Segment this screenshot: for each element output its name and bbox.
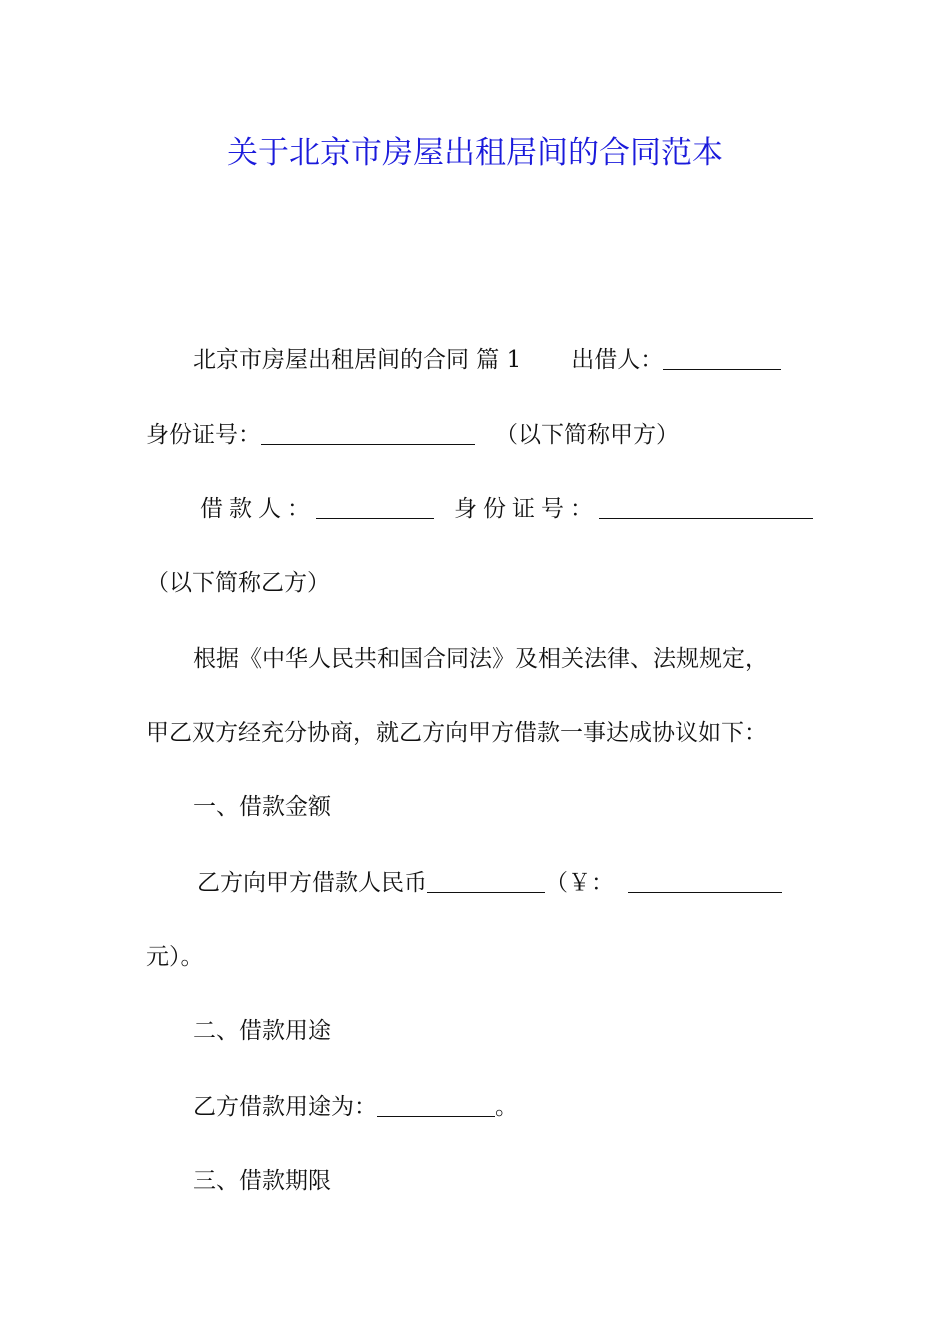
period-mark: 。	[495, 1094, 518, 1120]
paragraph-line	[146, 716, 767, 750]
lender-label: 出借人：	[571, 347, 664, 373]
borrower-label: 借款人：	[200, 496, 316, 522]
loan-amount-text: 乙方向甲方借款人民币	[197, 870, 427, 896]
agreement-text: 甲乙双方经充分协商，就乙方向甲方借款一事达成协议如下：	[146, 720, 767, 746]
loan-purpose-blank	[377, 1094, 495, 1117]
section-3-title: 三、借款期限	[193, 1168, 331, 1194]
section-heading	[193, 790, 331, 824]
paragraph-line	[146, 418, 679, 452]
section-heading	[193, 1164, 331, 1198]
lender-id-label: 身份证号：	[146, 422, 261, 448]
paragraph-line	[146, 566, 330, 600]
legal-basis-text: 根据《中华人民共和国合同法》及相关法律、法规规定，	[193, 646, 768, 672]
paragraph-line	[193, 343, 781, 377]
borrower-id-blank	[599, 496, 813, 519]
contract-heading: 北京市房屋出租居间的合同 篇 1	[193, 347, 522, 373]
party-b-note: （以下简称乙方）	[146, 570, 330, 596]
borrower-blank	[316, 496, 434, 519]
borrower-id-label: 身份证号：	[454, 496, 599, 522]
yuan-suffix: 元）。	[146, 944, 204, 970]
paragraph-line	[197, 866, 782, 900]
paragraph-line	[193, 642, 768, 676]
loan-amount-blank	[427, 870, 545, 893]
lender-id-blank	[261, 422, 475, 445]
party-a-note: （以下简称甲方）	[495, 422, 679, 448]
section-1-title: 一、借款金额	[193, 794, 331, 820]
paragraph-line	[193, 1090, 518, 1124]
section-2-title: 二、借款用途	[193, 1018, 331, 1044]
loan-purpose-label: 乙方借款用途为：	[193, 1094, 377, 1120]
paragraph-line	[146, 940, 204, 974]
yuan-symbol-label: （￥：	[545, 870, 614, 896]
yuan-amount-blank	[628, 870, 782, 893]
document-title: 关于北京市房屋出租居间的合同范本	[227, 135, 723, 171]
lender-blank	[663, 347, 781, 370]
section-heading	[193, 1014, 331, 1048]
paragraph-line	[200, 492, 813, 526]
